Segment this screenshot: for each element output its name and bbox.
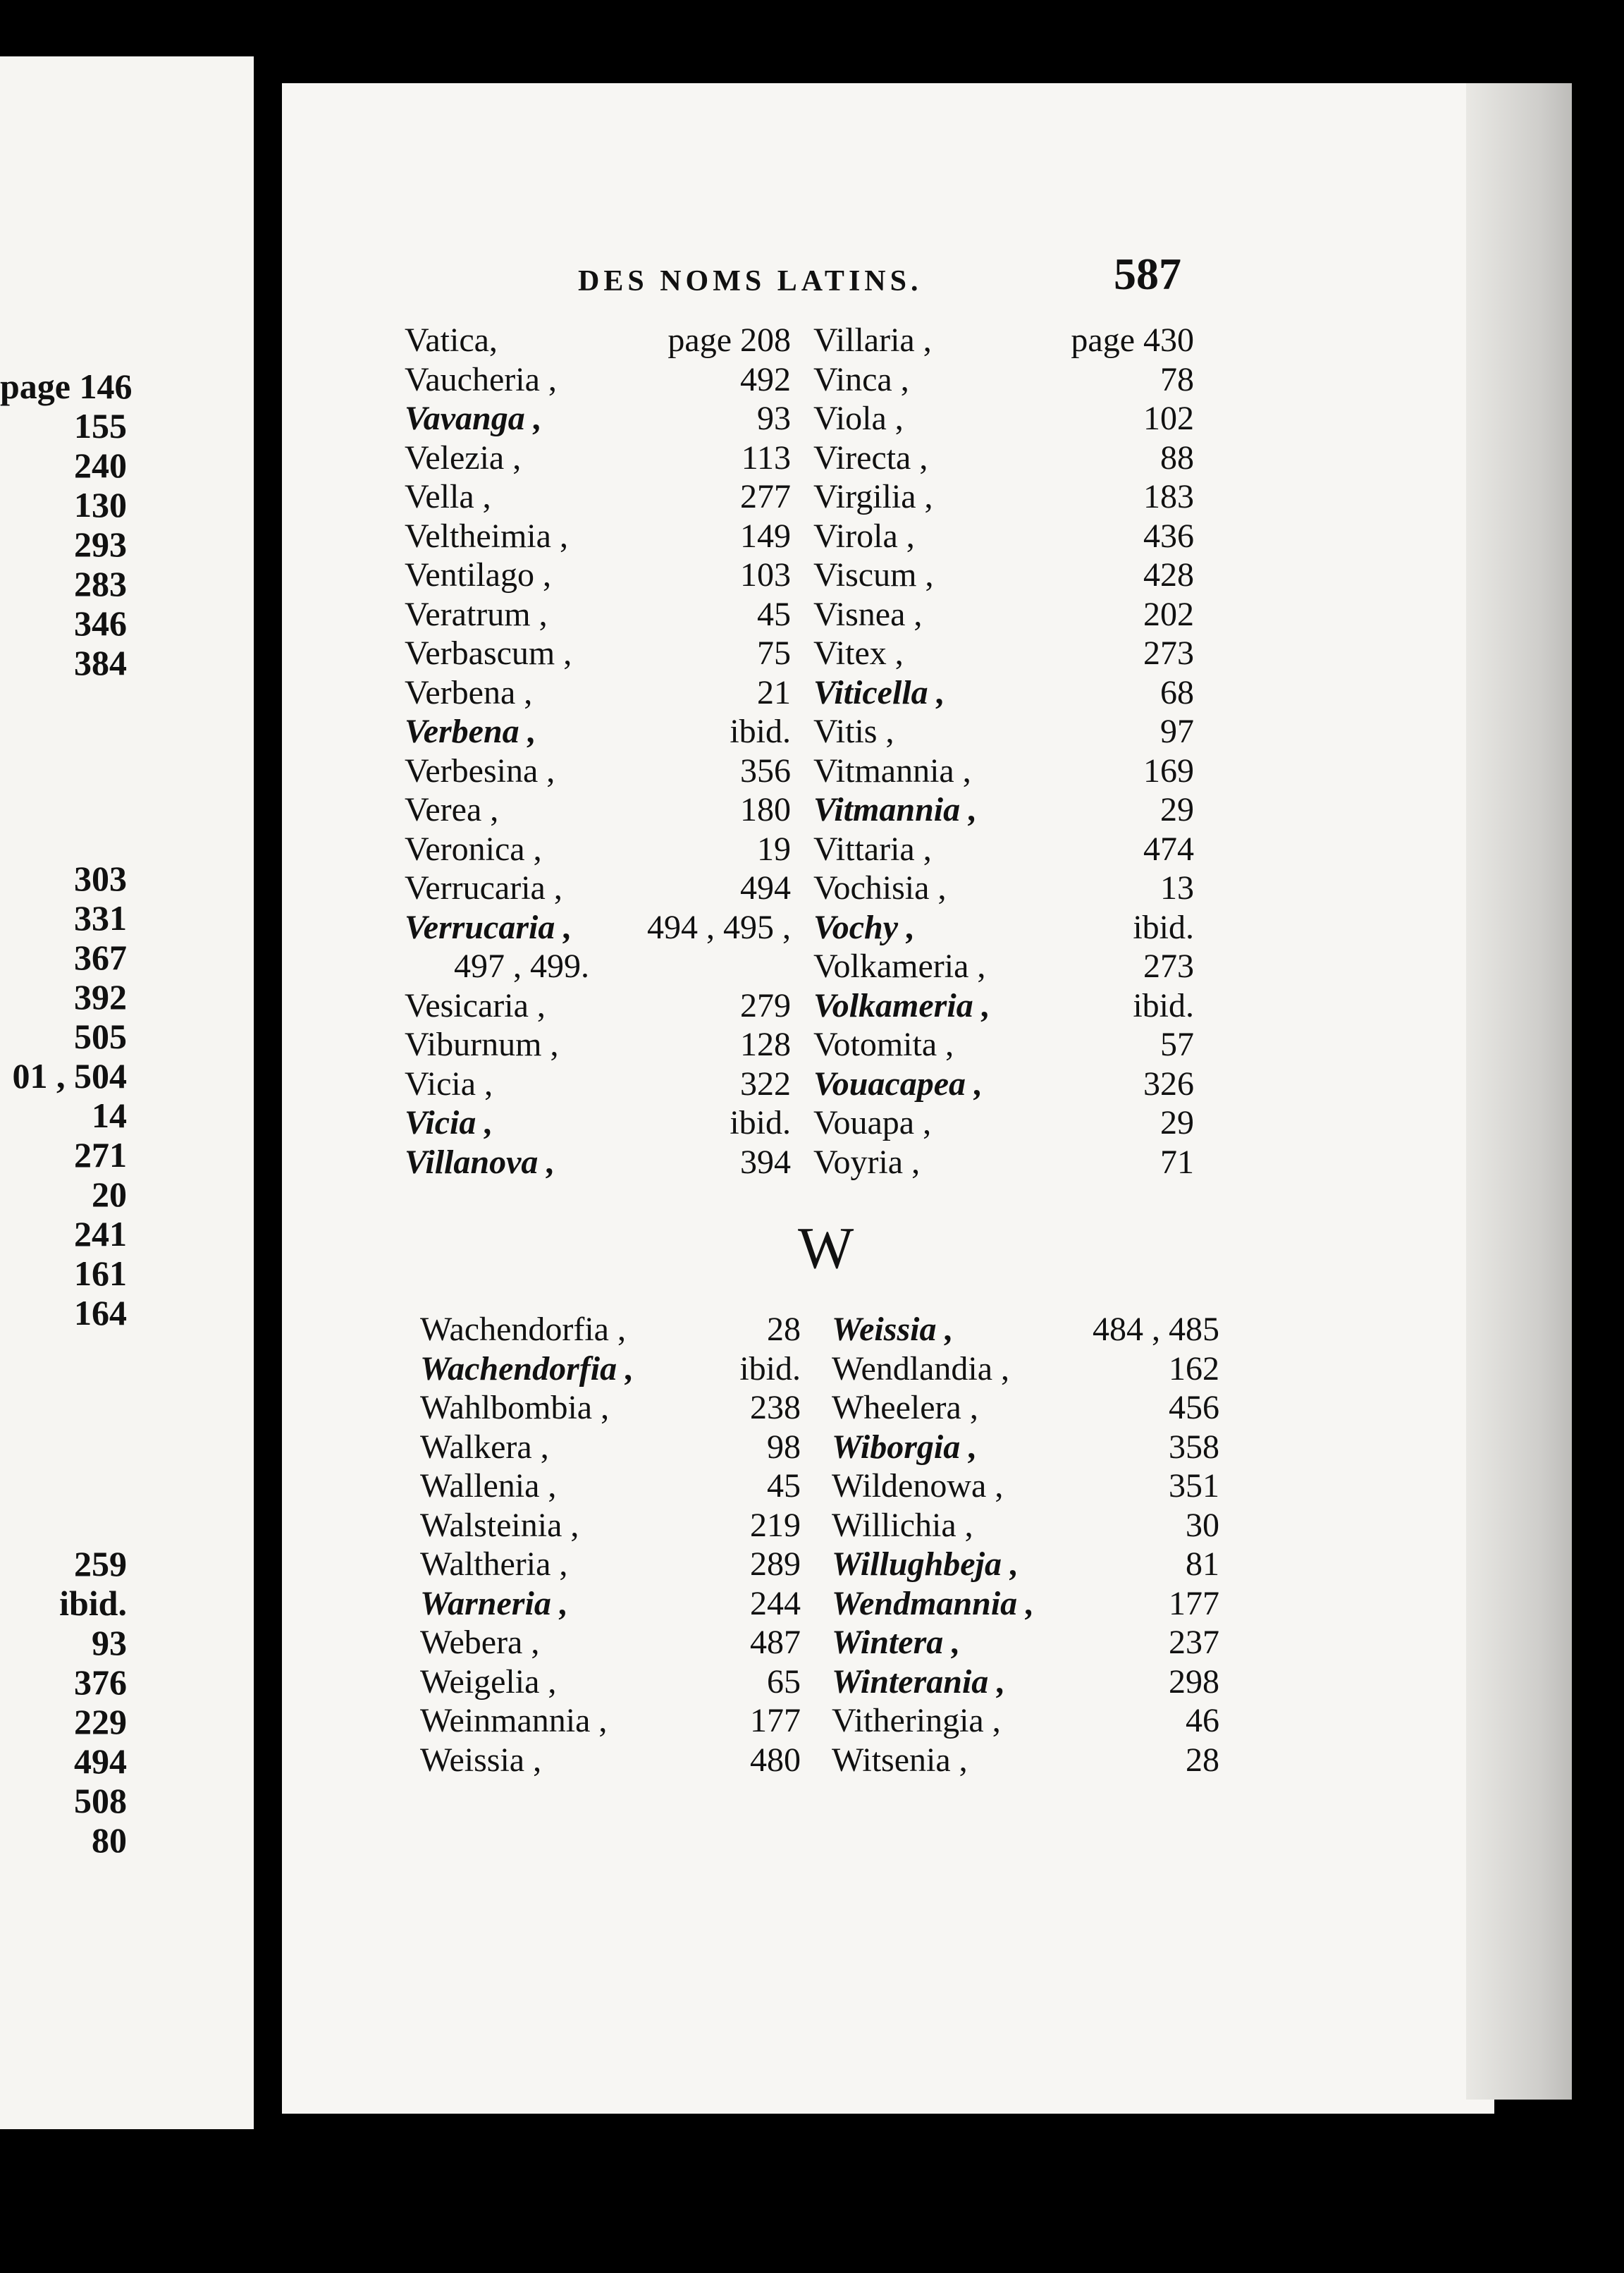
index-entry	[405, 712, 791, 752]
index-entry	[832, 1310, 1219, 1349]
index-entry	[813, 830, 1194, 869]
index-entry	[405, 439, 791, 478]
entry-page: 436	[1143, 517, 1194, 555]
running-header: DES NOMS LATINS.	[578, 265, 923, 298]
entry-name: Vitmannia ,	[813, 791, 978, 828]
index-entry	[405, 1065, 791, 1104]
index-entry	[832, 1349, 1219, 1389]
entry-page: 298	[1169, 1662, 1219, 1701]
entry-name: Wallenia ,	[420, 1467, 557, 1505]
entry-page: 93	[757, 400, 791, 437]
index-entry	[405, 752, 791, 791]
entry-name: Viticella ,	[813, 673, 945, 711]
entry-page: 19	[757, 830, 791, 868]
entry-name: Verbena ,	[405, 673, 533, 711]
entry-page: 494 , 495 ,	[647, 908, 791, 946]
entry-page: 322	[740, 1065, 791, 1103]
index-column-w-2	[832, 1310, 1219, 1779]
entry-name: Vochisia ,	[813, 869, 947, 907]
index-entry	[813, 595, 1194, 635]
entry-page: 456	[1169, 1389, 1219, 1426]
entry-name: Virecta ,	[813, 439, 928, 477]
entry-page: 219	[750, 1506, 801, 1544]
entry-page: 113	[741, 439, 791, 477]
left-page-number: 259	[74, 1544, 127, 1583]
entry-name: Vaucheria ,	[405, 360, 557, 398]
entry-page: 88	[1160, 439, 1194, 477]
entry-page: ibid.	[730, 1104, 791, 1141]
entry-page: 487	[750, 1624, 801, 1661]
entry-page: 128	[740, 1026, 791, 1063]
entry-name: Wendmannia ,	[832, 1584, 1035, 1622]
index-entry	[813, 634, 1194, 673]
entry-name: Wildenowa ,	[832, 1467, 1004, 1505]
left-page-number: 392	[74, 977, 127, 1017]
index-entry	[813, 477, 1194, 517]
index-entry	[405, 556, 791, 595]
page-edge	[1466, 83, 1572, 2100]
index-entry	[813, 790, 1194, 830]
entry-page: 237	[1169, 1624, 1219, 1661]
entry-page: 484 , 485	[1093, 1311, 1219, 1348]
left-page-number: page 146	[0, 367, 133, 406]
left-page-number: 508	[74, 1781, 127, 1820]
left-page-number: 494	[74, 1741, 127, 1781]
entry-page: 183	[1143, 478, 1194, 515]
entry-name: Weissia ,	[832, 1311, 954, 1348]
left-page-number: 271	[74, 1135, 127, 1175]
entry-name: Viola ,	[813, 400, 904, 437]
index-entry	[832, 1584, 1219, 1624]
index-entry	[420, 1545, 801, 1584]
index-entry	[405, 1025, 791, 1065]
entry-page: 351	[1169, 1467, 1219, 1505]
entry-name: Vicia ,	[405, 1065, 493, 1103]
index-entry	[813, 360, 1194, 400]
index-entry	[420, 1701, 801, 1741]
entry-page: 492	[740, 360, 791, 398]
entry-page: 102	[1143, 400, 1194, 437]
entry-name: Votomita ,	[813, 1026, 954, 1063]
entry-page: ibid.	[1133, 986, 1194, 1024]
entry-continuation: 497 , 499.	[454, 948, 589, 985]
entry-page: 30	[1186, 1506, 1219, 1544]
left-page-number: 331	[74, 898, 127, 938]
entry-name: Vitis ,	[813, 713, 894, 750]
left-page-number: ibid.	[59, 1583, 127, 1623]
entry-page: 71	[1160, 1143, 1194, 1181]
index-entry	[813, 517, 1194, 556]
entry-name: Vouapa ,	[813, 1104, 932, 1141]
index-entry	[832, 1545, 1219, 1584]
index-entry	[405, 790, 791, 830]
index-entry	[832, 1741, 1219, 1780]
index-entry	[813, 556, 1194, 595]
entry-name: Verrucaria ,	[405, 908, 572, 946]
entry-page: 428	[1143, 556, 1194, 594]
index-entry	[420, 1310, 801, 1349]
entry-name: Walkera ,	[420, 1428, 549, 1466]
entry-name: Velezia ,	[405, 439, 522, 477]
left-page-number: 303	[74, 859, 127, 898]
index-entry	[420, 1623, 801, 1662]
index-entry	[405, 634, 791, 673]
index-entry	[813, 399, 1194, 439]
entry-name: Veratrum ,	[405, 595, 548, 633]
entry-name: Ventilago ,	[405, 556, 551, 594]
entry-name: Wintera ,	[832, 1624, 961, 1661]
index-entry	[420, 1349, 801, 1389]
index-entry	[405, 1103, 791, 1143]
entry-name: Walsteinia ,	[420, 1506, 579, 1544]
index-column-w-1	[420, 1310, 801, 1779]
entry-page: 68	[1160, 673, 1194, 711]
entry-page: 202	[1143, 595, 1194, 633]
left-page-number: 80	[92, 1820, 127, 1860]
left-page-number: 283	[74, 564, 127, 604]
index-entry	[813, 1065, 1194, 1104]
left-page-number: 164	[74, 1293, 127, 1332]
index-entry	[405, 1143, 791, 1182]
entry-page: 29	[1160, 791, 1194, 828]
page-number: 587	[1114, 249, 1181, 299]
entry-name: Willichia ,	[832, 1506, 973, 1544]
entry-name: Wendlandia ,	[832, 1349, 1010, 1387]
entry-name: Weissia ,	[420, 1741, 542, 1779]
entry-page: 238	[750, 1389, 801, 1426]
index-entry	[420, 1388, 801, 1428]
entry-page: 494	[740, 869, 791, 907]
entry-name: Virola ,	[813, 517, 915, 555]
entry-name: Verea ,	[405, 791, 499, 828]
entry-page: 29	[1160, 1104, 1194, 1141]
entry-name: Viburnum ,	[405, 1026, 559, 1063]
left-page-number: 346	[74, 604, 127, 643]
entry-name: Waltheria ,	[420, 1545, 568, 1583]
index-entry	[405, 517, 791, 556]
entry-name: Volkameria ,	[813, 986, 990, 1024]
entry-page: 45	[757, 595, 791, 633]
entry-name: Villaria ,	[813, 321, 932, 359]
entry-name: Wheelera ,	[832, 1389, 978, 1426]
index-entry	[405, 399, 791, 439]
entry-page: 103	[740, 556, 791, 594]
entry-page: 277	[740, 478, 791, 515]
entry-name: Vitmannia ,	[813, 752, 971, 790]
index-entry	[813, 986, 1194, 1026]
index-entry	[832, 1662, 1219, 1702]
index-entry	[420, 1662, 801, 1702]
left-page-number: 14	[92, 1096, 127, 1135]
entry-name: Virgilia ,	[813, 478, 933, 515]
entry-name: Vicia ,	[405, 1104, 493, 1141]
entry-page: 358	[1169, 1428, 1219, 1466]
index-entry	[405, 595, 791, 635]
entry-name: Wiborgia ,	[832, 1428, 978, 1466]
left-page-number: 229	[74, 1702, 127, 1741]
index-entry	[813, 1103, 1194, 1143]
entry-name: Vitex ,	[813, 635, 904, 672]
entry-page: ibid.	[730, 713, 791, 750]
entry-page: page 430	[1071, 321, 1194, 359]
entry-name: Vesicaria ,	[405, 986, 546, 1024]
left-page-number: 241	[74, 1214, 127, 1254]
left-page-number: 01 , 504	[12, 1056, 127, 1096]
index-entry	[405, 986, 791, 1026]
index-entry	[832, 1428, 1219, 1467]
index-entry	[832, 1388, 1219, 1428]
index-entry	[420, 1466, 801, 1506]
entry-name: Veltheimia ,	[405, 517, 568, 555]
entry-name: Veronica ,	[405, 830, 542, 868]
entry-page: page 208	[668, 321, 791, 359]
entry-page: 75	[757, 635, 791, 672]
left-page-number: 130	[74, 485, 127, 525]
entry-name: Volkameria ,	[813, 948, 986, 985]
entry-page: 394	[740, 1143, 791, 1181]
left-page-number: 161	[74, 1254, 127, 1293]
entry-name: Wachendorfia ,	[420, 1311, 626, 1348]
entry-name: Witsenia ,	[832, 1741, 968, 1779]
entry-page: 162	[1169, 1349, 1219, 1387]
entry-page: 21	[757, 673, 791, 711]
entry-name: Vella ,	[405, 478, 491, 515]
left-page-number: 155	[74, 406, 127, 446]
left-page-number: 367	[74, 938, 127, 977]
index-entry	[405, 477, 791, 517]
entry-name: Vatica,	[405, 321, 498, 359]
index-entry	[405, 360, 791, 400]
index-column-v-1	[405, 321, 791, 1182]
entry-page: 326	[1143, 1065, 1194, 1103]
entry-page: 289	[750, 1545, 801, 1583]
entry-page: 480	[750, 1741, 801, 1779]
entry-name: Wahlbombia ,	[420, 1389, 610, 1426]
entry-page: 273	[1143, 948, 1194, 985]
entry-name: Vouacapea ,	[813, 1065, 983, 1103]
index-entry	[832, 1506, 1219, 1545]
entry-page: 149	[740, 517, 791, 555]
entry-name: Verbena ,	[405, 713, 536, 750]
index-entry	[813, 439, 1194, 478]
left-page-number: 376	[74, 1662, 127, 1702]
entry-page: 244	[750, 1584, 801, 1622]
left-page-number: 240	[74, 446, 127, 485]
index-entry	[813, 947, 1194, 986]
entry-name: Willughbeja ,	[832, 1545, 1019, 1583]
entry-page: 98	[767, 1428, 801, 1466]
entry-name: Villanova ,	[405, 1143, 555, 1181]
index-entry	[813, 673, 1194, 713]
entry-page: 177	[1169, 1584, 1219, 1622]
entry-name: Viscum ,	[813, 556, 934, 594]
entry-page: 474	[1143, 830, 1194, 868]
index-entry	[813, 712, 1194, 752]
entry-page: 81	[1186, 1545, 1219, 1583]
index-entry	[813, 1025, 1194, 1065]
entry-page: 279	[740, 986, 791, 1024]
index-entry	[813, 1143, 1194, 1182]
entry-page: 57	[1160, 1026, 1194, 1063]
entry-name: Webera ,	[420, 1624, 540, 1661]
entry-page: 169	[1143, 752, 1194, 790]
index-entry	[813, 752, 1194, 791]
index-entry	[832, 1466, 1219, 1506]
entry-name: Winterania ,	[832, 1662, 1006, 1701]
index-entry	[420, 1741, 801, 1780]
entry-page: 45	[767, 1467, 801, 1505]
entry-page: 97	[1160, 713, 1194, 750]
entry-page: 46	[1186, 1702, 1219, 1739]
entry-name: Verbesina ,	[405, 752, 555, 790]
entry-name: Vochy ,	[813, 908, 915, 946]
entry-page: 28	[1186, 1741, 1219, 1779]
index-entry	[405, 908, 791, 948]
entry-page: 78	[1160, 360, 1194, 398]
index-entry	[420, 1428, 801, 1467]
entry-name: Visnea ,	[813, 595, 923, 633]
index-entry	[813, 321, 1194, 360]
index-entry	[420, 1506, 801, 1545]
entry-page: 180	[740, 791, 791, 828]
index-entry	[813, 908, 1194, 948]
left-page-number: 20	[92, 1175, 127, 1214]
index-entry	[420, 1584, 801, 1624]
index-entry	[832, 1623, 1219, 1662]
entry-name: Verrucaria ,	[405, 869, 562, 907]
entry-page: 28	[767, 1311, 801, 1348]
entry-page: 13	[1160, 869, 1194, 907]
entry-page: 273	[1143, 635, 1194, 672]
entry-name: Vavanga ,	[405, 400, 542, 437]
entry-name: Vittaria ,	[813, 830, 932, 868]
entry-name: Vitheringia ,	[832, 1702, 1001, 1739]
entry-name: Weinmannia ,	[420, 1702, 608, 1739]
index-entry	[405, 673, 791, 713]
index-entry	[405, 869, 791, 908]
entry-name: Voyria ,	[813, 1143, 921, 1181]
entry-page: 356	[740, 752, 791, 790]
entry-page: 177	[750, 1702, 801, 1739]
index-entry	[405, 830, 791, 869]
left-page-number-column	[0, 367, 133, 1860]
entry-name: Verbascum ,	[405, 635, 572, 672]
index-entry	[405, 321, 791, 360]
entry-page: ibid.	[739, 1349, 801, 1387]
entry-page: 65	[767, 1662, 801, 1701]
index-entry	[832, 1701, 1219, 1741]
left-page-number: 293	[74, 525, 127, 564]
index-entry	[813, 869, 1194, 908]
left-page-number: 93	[92, 1623, 127, 1662]
entry-name: Vinca ,	[813, 360, 909, 398]
left-page	[0, 56, 254, 2129]
entry-page: ibid.	[1133, 908, 1194, 946]
index-column-v-2	[813, 321, 1194, 1182]
entry-name: Weigelia ,	[420, 1662, 557, 1701]
entry-name: Wachendorfia ,	[420, 1349, 634, 1387]
entry-name: Warneria ,	[420, 1584, 568, 1622]
section-letter: W	[798, 1215, 854, 1281]
left-page-number: 384	[74, 643, 127, 682]
left-page-number: 505	[74, 1017, 127, 1056]
